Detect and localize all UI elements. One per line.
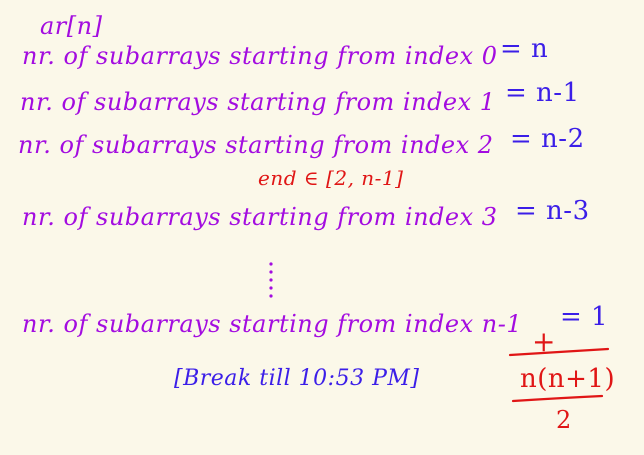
array-label: ar[n]	[40, 12, 103, 40]
sum-numerator: n(n+1)	[520, 364, 616, 394]
line-index-3: nr. of subarrays starting from index 3	[22, 203, 498, 231]
end-range-annotation: end ∈ [2, n-1]	[258, 166, 404, 190]
line-index-n-minus-1: nr. of subarrays starting from index n-1	[22, 310, 523, 338]
sum-denominator: 2	[556, 406, 572, 434]
sum-plus: +	[532, 325, 556, 358]
break-note: [Break till 10:53 PM]	[174, 366, 420, 391]
line-index-1-rhs: = n-1	[505, 78, 580, 108]
line-index-1: nr. of subarrays starting from index 1	[20, 88, 496, 116]
line-index-0-rhs: = n	[500, 34, 549, 64]
line-index-n-minus-1-rhs: = 1	[560, 302, 609, 332]
line-index-3-rhs: = n-3	[515, 196, 590, 226]
line-index-2-rhs: = n-2	[510, 124, 585, 154]
line-index-0: nr. of subarrays starting from index 0	[22, 42, 498, 70]
line-index-2: nr. of subarrays starting from index 2	[18, 131, 494, 159]
